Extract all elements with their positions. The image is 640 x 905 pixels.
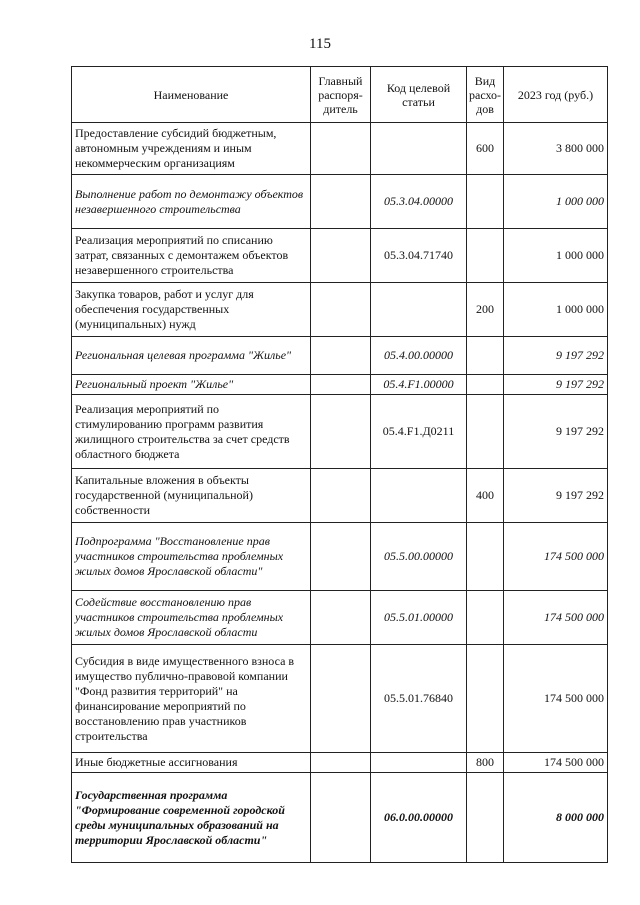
row-grbs <box>311 175 371 229</box>
row-grbs <box>311 337 371 375</box>
row-grbs <box>311 123 371 175</box>
row-code: 05.5.00.00000 <box>371 523 467 591</box>
header-grbs: Главный распоря-дитель <box>311 67 371 123</box>
row-code: 05.3.04.00000 <box>371 175 467 229</box>
row-type <box>467 645 504 753</box>
row-name: Закупка товаров, работ и услуг для обеспечения государственных (муниципальных) нужд <box>72 283 311 337</box>
row-name: Субсидия в виде имущественного взноса в имущество публично-правовой компании "Фонд развития территорий" на финансирование мероприятий по восстановлению прав участников строительства <box>72 645 311 753</box>
table-row <box>72 229 608 283</box>
row-name: Содействие восстановлению прав участников строительства проблемных жилых домов Ярославской области <box>72 591 311 645</box>
page-number: 115 <box>309 36 331 52</box>
row-type <box>467 175 504 229</box>
row-amount: 9 197 292 <box>504 469 608 523</box>
table-row <box>72 773 608 863</box>
row-amount: 9 197 292 <box>504 337 608 375</box>
row-name: Региональный проект "Жилье" <box>72 375 311 395</box>
row-name: Реализация мероприятий по списанию затрат, связанных с демонтажем объектов незавершенного строительства <box>72 229 311 283</box>
row-code: 05.4.F1.00000 <box>371 375 467 395</box>
row-type <box>467 229 504 283</box>
header-code: Код целевой статьи <box>371 67 467 123</box>
row-code <box>371 283 467 337</box>
row-type <box>467 337 504 375</box>
header-amount: 2023 год (руб.) <box>504 67 608 123</box>
row-type: 800 <box>467 753 504 773</box>
table-row <box>72 375 608 395</box>
table-row <box>72 469 608 523</box>
row-type: 200 <box>467 283 504 337</box>
header-row <box>72 67 608 123</box>
table-row <box>72 395 608 469</box>
row-code: 06.0.00.00000 <box>371 773 467 863</box>
row-code: 05.4.F1.Д0211 <box>371 395 467 469</box>
row-name: Иные бюджетные ассигнования <box>72 753 311 773</box>
row-name: Предоставление субсидий бюджетным, автономным учреждениям и иным некоммерческим организациям <box>72 123 311 175</box>
row-type: 400 <box>467 469 504 523</box>
row-code: 05.4.00.00000 <box>371 337 467 375</box>
row-amount: 1 000 000 <box>504 283 608 337</box>
row-name: Государственная программа "Формирование современной городской среды муниципальных образований на территории Ярославской области" <box>72 773 311 863</box>
budget-table <box>71 66 608 863</box>
table-row <box>72 337 608 375</box>
row-amount: 174 500 000 <box>504 753 608 773</box>
row-name: Капитальные вложения в объекты государственной (муниципальной) собственности <box>72 469 311 523</box>
row-grbs <box>311 229 371 283</box>
row-amount: 8 000 000 <box>504 773 608 863</box>
row-amount: 1 000 000 <box>504 175 608 229</box>
row-grbs <box>311 283 371 337</box>
row-type <box>467 591 504 645</box>
row-grbs <box>311 591 371 645</box>
row-amount: 174 500 000 <box>504 591 608 645</box>
row-type <box>467 773 504 863</box>
table-row <box>72 753 608 773</box>
row-amount: 9 197 292 <box>504 375 608 395</box>
header-type: Вид расхо-дов <box>467 67 504 123</box>
table-row <box>72 123 608 175</box>
row-code <box>371 123 467 175</box>
row-amount: 3 800 000 <box>504 123 608 175</box>
table-row <box>72 175 608 229</box>
row-code: 05.5.01.76840 <box>371 645 467 753</box>
row-amount: 174 500 000 <box>504 523 608 591</box>
table-row <box>72 523 608 591</box>
row-amount: 174 500 000 <box>504 645 608 753</box>
row-name: Реализация мероприятий по стимулированию программ развития жилищного строительства за счет средств областного бюджета <box>72 395 311 469</box>
row-grbs <box>311 753 371 773</box>
row-name: Подпрограмма "Восстановление прав участников строительства проблемных жилых домов Ярославской области" <box>72 523 311 591</box>
row-grbs <box>311 645 371 753</box>
table-row <box>72 591 608 645</box>
header-name: Наименование <box>72 67 311 123</box>
row-code: 05.5.01.00000 <box>371 591 467 645</box>
row-grbs <box>311 375 371 395</box>
row-type <box>467 395 504 469</box>
row-type <box>467 375 504 395</box>
row-name: Выполнение работ по демонтажу объектов незавершенного строительства <box>72 175 311 229</box>
row-code <box>371 753 467 773</box>
row-name: Региональная целевая программа "Жилье" <box>72 337 311 375</box>
row-grbs <box>311 395 371 469</box>
table-row <box>72 283 608 337</box>
row-type: 600 <box>467 123 504 175</box>
row-grbs <box>311 469 371 523</box>
row-grbs <box>311 773 371 863</box>
row-amount: 1 000 000 <box>504 229 608 283</box>
row-code <box>371 469 467 523</box>
table-row <box>72 645 608 753</box>
row-type <box>467 523 504 591</box>
row-grbs <box>311 523 371 591</box>
row-code: 05.3.04.71740 <box>371 229 467 283</box>
row-amount: 9 197 292 <box>504 395 608 469</box>
